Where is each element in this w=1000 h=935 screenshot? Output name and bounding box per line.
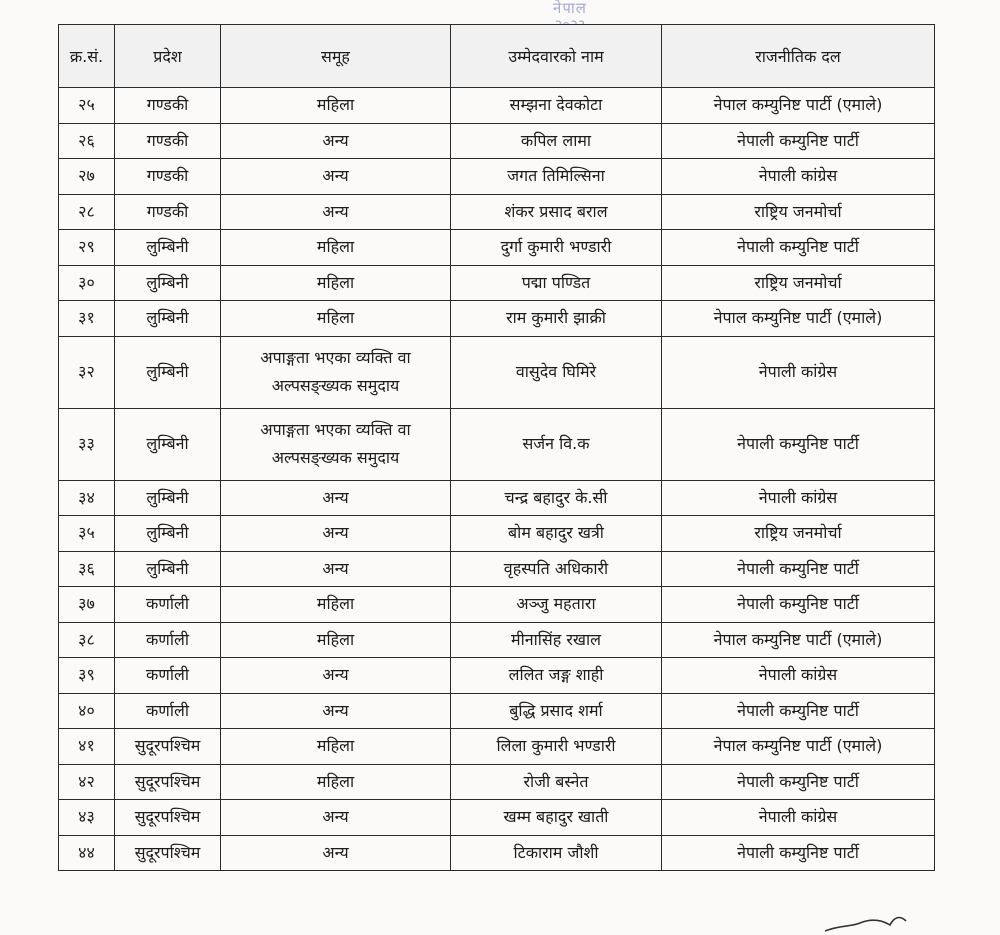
- cell-group: अन्य: [221, 835, 451, 871]
- table-row: [59, 516, 935, 552]
- cell-party: नेपाली कांग्रेस: [662, 159, 935, 195]
- cell-party: राष्ट्रिय जनमोर्चा: [662, 265, 935, 301]
- stamp-line-1: नेपाल: [553, 0, 587, 17]
- cell-province: सुदूरपश्चिम: [115, 800, 221, 836]
- cell-province: लुम्बिनी: [115, 336, 221, 408]
- cell-group: अन्य: [221, 658, 451, 694]
- cell-province: लुम्बिनी: [115, 230, 221, 266]
- table-row: [59, 408, 935, 480]
- table-row: [59, 622, 935, 658]
- cell-province: सुदूरपश्चिम: [115, 835, 221, 871]
- cell-serial: ३७: [59, 587, 115, 623]
- cell-party: नेपाली कम्युनिष्ट पार्टी: [662, 835, 935, 871]
- cell-group: अन्य: [221, 551, 451, 587]
- cell-group: अपाङ्गता भएका व्यक्ति वा अल्पसङ्ख्यक समुदाय: [221, 408, 451, 480]
- table-body: [59, 88, 935, 871]
- header-political-party: राजनीतिक दल: [662, 25, 935, 88]
- cell-candidate-name: वृहस्पति अधिकारी: [451, 551, 662, 587]
- table-row: [59, 194, 935, 230]
- cell-province: कर्णाली: [115, 658, 221, 694]
- signature-mark: [820, 905, 920, 935]
- cell-candidate-name: पद्मा पण्डित: [451, 265, 662, 301]
- table-row: [59, 480, 935, 516]
- cell-province: गण्डकी: [115, 194, 221, 230]
- cell-candidate-name: शंकर प्रसाद बराल: [451, 194, 662, 230]
- cell-serial: ३२: [59, 336, 115, 408]
- cell-group: अन्य: [221, 159, 451, 195]
- cell-group: महिला: [221, 764, 451, 800]
- cell-candidate-name: मीनासिंह रखाल: [451, 622, 662, 658]
- table-header-row: [59, 25, 935, 88]
- cell-province: कर्णाली: [115, 622, 221, 658]
- cell-serial: ३४: [59, 480, 115, 516]
- cell-serial: ३६: [59, 551, 115, 587]
- cell-province: गण्डकी: [115, 88, 221, 124]
- table-row: [59, 800, 935, 836]
- cell-serial: ४३: [59, 800, 115, 836]
- cell-party: नेपाल कम्युनिष्ट पार्टी (एमाले): [662, 88, 935, 124]
- cell-party: नेपाल कम्युनिष्ट पार्टी (एमाले): [662, 301, 935, 337]
- cell-serial: ३१: [59, 301, 115, 337]
- cell-group: अन्य: [221, 480, 451, 516]
- cell-party: नेपाली कांग्रेस: [662, 480, 935, 516]
- cell-serial: ४१: [59, 729, 115, 765]
- table-row: [59, 658, 935, 694]
- cell-group: महिला: [221, 729, 451, 765]
- cell-candidate-name: सम्झना देवकोटा: [451, 88, 662, 124]
- cell-party: नेपाली कम्युनिष्ट पार्टी: [662, 764, 935, 800]
- cell-serial: २६: [59, 123, 115, 159]
- candidate-table: [58, 24, 935, 871]
- cell-party: नेपाली कम्युनिष्ट पार्टी: [662, 123, 935, 159]
- cell-province: कर्णाली: [115, 587, 221, 623]
- cell-group: अन्य: [221, 693, 451, 729]
- cell-candidate-name: बोम बहादुर खत्री: [451, 516, 662, 552]
- cell-candidate-name: रोजी बस्नेत: [451, 764, 662, 800]
- cell-group: अपाङ्गता भएका व्यक्ति वा अल्पसङ्ख्यक समुदाय: [221, 336, 451, 408]
- cell-candidate-name: दुर्गा कुमारी भण्डारी: [451, 230, 662, 266]
- cell-serial: २५: [59, 88, 115, 124]
- header-group: समूह: [221, 25, 451, 88]
- cell-serial: ३०: [59, 265, 115, 301]
- table-row: [59, 265, 935, 301]
- cell-candidate-name: चन्द्र बहादुर के.सी: [451, 480, 662, 516]
- table-row: [59, 693, 935, 729]
- cell-serial: ३८: [59, 622, 115, 658]
- cell-party: नेपाल कम्युनिष्ट पार्टी (एमाले): [662, 622, 935, 658]
- cell-candidate-name: बुद्धि प्रसाद शर्मा: [451, 693, 662, 729]
- cell-party: नेपाल कम्युनिष्ट पार्टी (एमाले): [662, 729, 935, 765]
- table-row: [59, 729, 935, 765]
- cell-group: महिला: [221, 587, 451, 623]
- cell-party: नेपाली कम्युनिष्ट पार्टी: [662, 693, 935, 729]
- cell-serial: २९: [59, 230, 115, 266]
- cell-province: लुम्बिनी: [115, 265, 221, 301]
- cell-candidate-name: सर्जन वि.क: [451, 408, 662, 480]
- cell-province: लुम्बिनी: [115, 516, 221, 552]
- cell-serial: ४२: [59, 764, 115, 800]
- cell-party: नेपाली कम्युनिष्ट पार्टी: [662, 587, 935, 623]
- cell-group: अन्य: [221, 194, 451, 230]
- table-row: [59, 336, 935, 408]
- cell-party: नेपाली कांग्रेस: [662, 800, 935, 836]
- cell-province: गण्डकी: [115, 123, 221, 159]
- cell-group: अन्य: [221, 800, 451, 836]
- cell-group: अन्य: [221, 123, 451, 159]
- cell-group: अन्य: [221, 516, 451, 552]
- cell-province: सुदूरपश्चिम: [115, 764, 221, 800]
- cell-group: महिला: [221, 301, 451, 337]
- cell-candidate-name: अञ्जु महतारा: [451, 587, 662, 623]
- cell-group: महिला: [221, 88, 451, 124]
- cell-province: लुम्बिनी: [115, 480, 221, 516]
- cell-candidate-name: खम्म बहादुर खाती: [451, 800, 662, 836]
- cell-province: लुम्बिनी: [115, 301, 221, 337]
- table-row: [59, 230, 935, 266]
- cell-serial: ४४: [59, 835, 115, 871]
- cell-serial: ३९: [59, 658, 115, 694]
- table-row: [59, 587, 935, 623]
- cell-party: राष्ट्रिय जनमोर्चा: [662, 194, 935, 230]
- cell-candidate-name: वासुदेव घिमिरे: [451, 336, 662, 408]
- cell-serial: २८: [59, 194, 115, 230]
- cell-province: लुम्बिनी: [115, 408, 221, 480]
- cell-group: महिला: [221, 265, 451, 301]
- cell-group: महिला: [221, 622, 451, 658]
- cell-serial: ३५: [59, 516, 115, 552]
- cell-party: राष्ट्रिय जनमोर्चा: [662, 516, 935, 552]
- cell-serial: ४०: [59, 693, 115, 729]
- cell-party: नेपाली कम्युनिष्ट पार्टी: [662, 551, 935, 587]
- cell-party: नेपाली कम्युनिष्ट पार्टी: [662, 230, 935, 266]
- cell-party: नेपाली कम्युनिष्ट पार्टी: [662, 408, 935, 480]
- cell-candidate-name: ललित जङ्ग शाही: [451, 658, 662, 694]
- cell-candidate-name: कपिल लामा: [451, 123, 662, 159]
- table-row: [59, 88, 935, 124]
- cell-party: नेपाली कांग्रेस: [662, 336, 935, 408]
- cell-province: कर्णाली: [115, 693, 221, 729]
- cell-candidate-name: राम कुमारी झाक्री: [451, 301, 662, 337]
- cell-party: नेपाली कांग्रेस: [662, 658, 935, 694]
- table-row: [59, 764, 935, 800]
- cell-province: गण्डकी: [115, 159, 221, 195]
- table-row: [59, 159, 935, 195]
- cell-serial: ३३: [59, 408, 115, 480]
- cell-candidate-name: टिकाराम जौशी: [451, 835, 662, 871]
- cell-province: लुम्बिनी: [115, 551, 221, 587]
- table-row: [59, 301, 935, 337]
- header-province: प्रदेश: [115, 25, 221, 88]
- cell-candidate-name: जगत तिमिल्सिना: [451, 159, 662, 195]
- cell-group: महिला: [221, 230, 451, 266]
- cell-province: सुदूरपश्चिम: [115, 729, 221, 765]
- cell-candidate-name: लिला कुमारी भण्डारी: [451, 729, 662, 765]
- table-row: [59, 835, 935, 871]
- header-candidate-name: उम्मेदवारको नाम: [451, 25, 662, 88]
- table-row: [59, 123, 935, 159]
- header-serial: क्र.सं.: [59, 25, 115, 88]
- cell-serial: २७: [59, 159, 115, 195]
- table-row: [59, 551, 935, 587]
